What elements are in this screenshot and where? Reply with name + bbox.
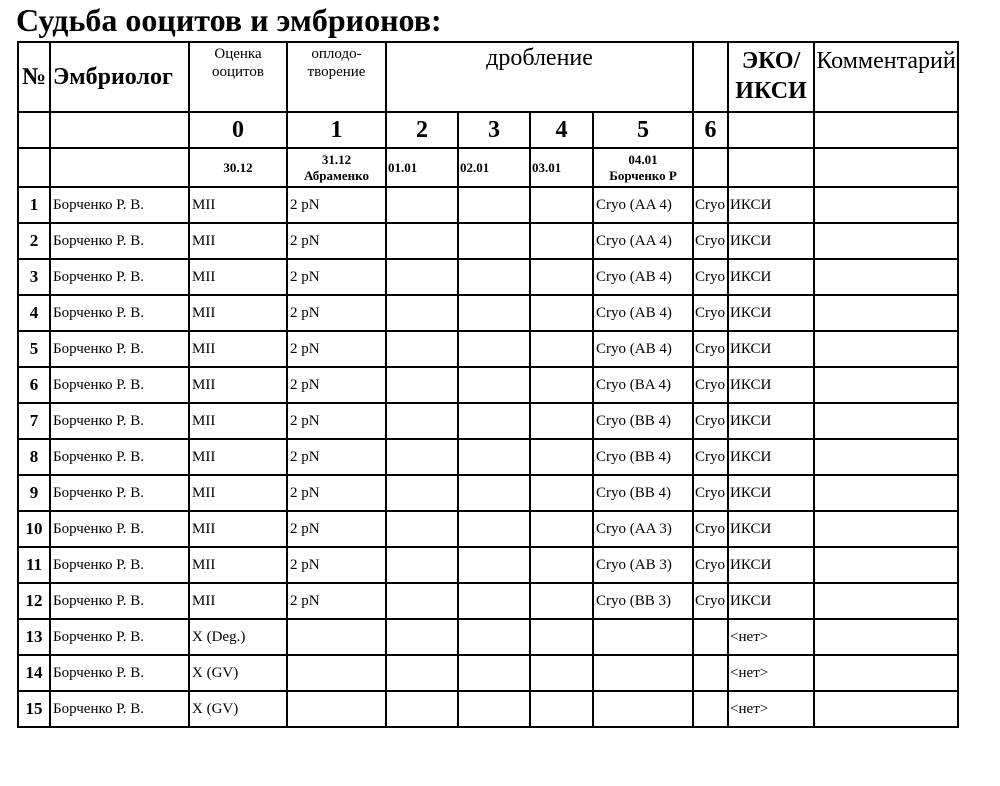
row-day3 — [458, 547, 530, 583]
row-embryologist: Борченко Р. В. — [50, 619, 189, 655]
table-row — [18, 223, 958, 259]
row-day5 — [593, 619, 693, 655]
row-comment — [814, 655, 958, 691]
header-eko-icsi — [728, 42, 814, 112]
row-day6: Cryo — [693, 439, 728, 475]
row-day6 — [693, 619, 728, 655]
table-row — [18, 583, 958, 619]
row-eko-icsi: ИКСИ — [728, 367, 814, 403]
row-day4 — [530, 583, 593, 619]
row-day4 — [530, 295, 593, 331]
row-embryologist: Борченко Р. В. — [50, 475, 189, 511]
row-number: 13 — [18, 619, 50, 655]
row-day4 — [530, 223, 593, 259]
header-embryologist: Эмбриолог — [50, 42, 189, 112]
header-fert-line1: оплодо- — [311, 46, 362, 62]
row-comment — [814, 691, 958, 727]
row-eko-icsi: ИКСИ — [728, 187, 814, 223]
row-number: 15 — [18, 691, 50, 727]
row-day4 — [530, 439, 593, 475]
row-number: 2 — [18, 223, 50, 259]
row-day5 — [593, 691, 693, 727]
row-embryologist: Борченко Р. В. — [50, 295, 189, 331]
row-day5: Cryo (AB 4) — [593, 295, 693, 331]
date-day2: 01.01 — [386, 148, 458, 187]
row-day3 — [458, 295, 530, 331]
row-day2 — [386, 331, 458, 367]
row-eko-icsi: ИКСИ — [728, 259, 814, 295]
row-oocyte-grade: MII — [189, 547, 287, 583]
row-eko-icsi: ИКСИ — [728, 223, 814, 259]
date-cell-empty — [50, 148, 189, 187]
table-row — [18, 439, 958, 475]
row-oocyte-grade: MII — [189, 367, 287, 403]
date-day4: 03.01 — [530, 148, 593, 187]
row-oocyte-grade: MII — [189, 403, 287, 439]
row-fertilization — [287, 655, 386, 691]
row-fertilization: 2 pN — [287, 367, 386, 403]
day-cell-empty — [814, 112, 958, 148]
header-comment: Комментарий — [814, 42, 958, 112]
row-day4 — [530, 331, 593, 367]
header-num: № — [18, 42, 50, 112]
date-day5-embryologist: Борченко Р — [609, 167, 677, 183]
row-number: 14 — [18, 655, 50, 691]
row-eko-icsi: ИКСИ — [728, 547, 814, 583]
row-day5: Cryo (AB 3) — [593, 547, 693, 583]
day-0: 0 — [189, 112, 287, 148]
row-eko-icsi: ИКСИ — [728, 295, 814, 331]
row-fertilization: 2 pN — [287, 403, 386, 439]
row-comment — [814, 259, 958, 295]
date-cell-empty — [728, 148, 814, 187]
row-day5: Cryo (AA 4) — [593, 223, 693, 259]
row-day6: Cryo — [693, 475, 728, 511]
day-number-row — [18, 112, 958, 148]
row-day6: Cryo — [693, 223, 728, 259]
row-fertilization: 2 pN — [287, 295, 386, 331]
row-day3 — [458, 511, 530, 547]
row-number: 4 — [18, 295, 50, 331]
table-row — [18, 259, 958, 295]
day-2: 2 — [386, 112, 458, 148]
row-comment — [814, 511, 958, 547]
date-day3: 02.01 — [458, 148, 530, 187]
day-4: 4 — [530, 112, 593, 148]
row-fertilization: 2 pN — [287, 511, 386, 547]
row-fertilization — [287, 619, 386, 655]
row-comment — [814, 367, 958, 403]
row-day2 — [386, 511, 458, 547]
row-day6: Cryo — [693, 511, 728, 547]
row-day6: Cryo — [693, 295, 728, 331]
row-day5: Cryo (AB 4) — [593, 331, 693, 367]
row-oocyte-grade: MII — [189, 331, 287, 367]
row-eko-icsi: ИКСИ — [728, 331, 814, 367]
row-embryologist: Борченко Р. В. — [50, 511, 189, 547]
row-oocyte-grade: MII — [189, 295, 287, 331]
day-3: 3 — [458, 112, 530, 148]
header-oocyte-line1: Оценка — [214, 46, 262, 62]
row-oocyte-grade: MII — [189, 439, 287, 475]
row-day5: Cryo (BB 3) — [593, 583, 693, 619]
row-fertilization: 2 pN — [287, 223, 386, 259]
row-comment — [814, 583, 958, 619]
table-row — [18, 511, 958, 547]
row-day3 — [458, 655, 530, 691]
table-row — [18, 331, 958, 367]
row-day2 — [386, 187, 458, 223]
row-day5 — [593, 655, 693, 691]
row-day5: Cryo (AB 4) — [593, 259, 693, 295]
row-day4 — [530, 259, 593, 295]
row-comment — [814, 439, 958, 475]
row-day4 — [530, 691, 593, 727]
row-day3 — [458, 475, 530, 511]
table-row — [18, 619, 958, 655]
row-day3 — [458, 187, 530, 223]
row-day6: Cryo — [693, 187, 728, 223]
row-fertilization — [287, 691, 386, 727]
row-comment — [814, 295, 958, 331]
row-day2 — [386, 295, 458, 331]
row-day3 — [458, 439, 530, 475]
row-eko-icsi: <нет> — [728, 691, 814, 727]
row-day3 — [458, 223, 530, 259]
row-embryologist: Борченко Р. В. — [50, 655, 189, 691]
row-oocyte-grade: MII — [189, 475, 287, 511]
row-day3 — [458, 367, 530, 403]
header-fertilization — [287, 42, 386, 112]
day-cell-empty — [728, 112, 814, 148]
row-comment — [814, 403, 958, 439]
row-day5: Cryo (BB 4) — [593, 475, 693, 511]
day-5: 5 — [593, 112, 693, 148]
row-day4 — [530, 475, 593, 511]
row-number: 9 — [18, 475, 50, 511]
date-day1-date: 31.12 — [321, 151, 352, 167]
row-day4 — [530, 187, 593, 223]
page-title: Судьба ооцитов и эмбрионов: — [16, 2, 442, 38]
row-day5: Cryo (AA 3) — [593, 511, 693, 547]
day-cell-empty — [50, 112, 189, 148]
row-day5: Cryo (BB 4) — [593, 439, 693, 475]
date-cell-empty — [814, 148, 958, 187]
row-eko-icsi: <нет> — [728, 655, 814, 691]
row-day2 — [386, 367, 458, 403]
date-day0: 30.12 — [189, 148, 287, 187]
row-day4 — [530, 619, 593, 655]
row-embryologist: Борченко Р. В. — [50, 403, 189, 439]
row-day6 — [693, 691, 728, 727]
date-day1 — [287, 148, 386, 187]
header-fert-line2: творение — [307, 64, 366, 80]
table-row — [18, 655, 958, 691]
row-number: 7 — [18, 403, 50, 439]
row-day2 — [386, 547, 458, 583]
row-day3 — [458, 259, 530, 295]
row-fertilization: 2 pN — [287, 331, 386, 367]
row-day2 — [386, 583, 458, 619]
embryo-fate-table — [17, 41, 959, 728]
row-number: 1 — [18, 187, 50, 223]
date-day5 — [593, 148, 693, 187]
row-day2 — [386, 655, 458, 691]
row-number: 3 — [18, 259, 50, 295]
row-day4 — [530, 655, 593, 691]
header-row — [18, 42, 958, 112]
row-day6: Cryo — [693, 367, 728, 403]
row-number: 8 — [18, 439, 50, 475]
row-day6: Cryo — [693, 331, 728, 367]
header-eko-line1: ЭКО/ — [741, 48, 801, 74]
row-day6: Cryo — [693, 547, 728, 583]
day-6: 6 — [693, 112, 728, 148]
row-comment — [814, 619, 958, 655]
row-day2 — [386, 475, 458, 511]
row-day5: Cryo (AA 4) — [593, 187, 693, 223]
row-embryologist: Борченко Р. В. — [50, 583, 189, 619]
row-comment — [814, 547, 958, 583]
table-row — [18, 475, 958, 511]
row-fertilization: 2 pN — [287, 259, 386, 295]
row-embryologist: Борченко Р. В. — [50, 187, 189, 223]
row-fertilization: 2 pN — [287, 439, 386, 475]
row-day2 — [386, 691, 458, 727]
row-day2 — [386, 223, 458, 259]
day-cell-empty — [18, 112, 50, 148]
row-eko-icsi: ИКСИ — [728, 511, 814, 547]
row-oocyte-grade: MII — [189, 511, 287, 547]
row-oocyte-grade: MII — [189, 583, 287, 619]
row-day2 — [386, 439, 458, 475]
row-embryologist: Борченко Р. В. — [50, 259, 189, 295]
row-number: 11 — [18, 547, 50, 583]
date-cell-empty — [18, 148, 50, 187]
row-number: 5 — [18, 331, 50, 367]
row-eko-icsi: ИКСИ — [728, 475, 814, 511]
row-day3 — [458, 583, 530, 619]
row-embryologist: Борченко Р. В. — [50, 439, 189, 475]
row-comment — [814, 331, 958, 367]
row-day4 — [530, 547, 593, 583]
table-row — [18, 547, 958, 583]
row-day6: Cryo — [693, 583, 728, 619]
row-day3 — [458, 691, 530, 727]
row-eko-icsi: ИКСИ — [728, 583, 814, 619]
row-day3 — [458, 403, 530, 439]
row-oocyte-grade: X (GV) — [189, 691, 287, 727]
date-day1-embryologist: Абраменко — [304, 167, 369, 183]
row-comment — [814, 223, 958, 259]
date-cell-empty — [693, 148, 728, 187]
header-oocyte-line2: ооцитов — [212, 64, 264, 80]
table-row — [18, 691, 958, 727]
row-day4 — [530, 511, 593, 547]
row-day5: Cryo (BB 4) — [593, 403, 693, 439]
row-fertilization: 2 pN — [287, 187, 386, 223]
row-oocyte-grade: X (GV) — [189, 655, 287, 691]
header-cleavage: дробление — [386, 42, 693, 112]
row-eko-icsi: ИКСИ — [728, 403, 814, 439]
row-oocyte-grade: MII — [189, 223, 287, 259]
row-oocyte-grade: MII — [189, 187, 287, 223]
row-embryologist: Борченко Р. В. — [50, 331, 189, 367]
row-fertilization: 2 pN — [287, 583, 386, 619]
row-embryologist: Борченко Р. В. — [50, 547, 189, 583]
header-oocyte-grade — [189, 42, 287, 112]
row-day4 — [530, 403, 593, 439]
row-day2 — [386, 403, 458, 439]
row-number: 10 — [18, 511, 50, 547]
table-row — [18, 295, 958, 331]
row-day6: Cryo — [693, 259, 728, 295]
row-number: 12 — [18, 583, 50, 619]
row-number: 6 — [18, 367, 50, 403]
row-day6 — [693, 655, 728, 691]
row-day6: Cryo — [693, 403, 728, 439]
row-day4 — [530, 367, 593, 403]
row-eko-icsi: ИКСИ — [728, 439, 814, 475]
header-empty — [693, 42, 728, 112]
table-row — [18, 187, 958, 223]
row-day2 — [386, 619, 458, 655]
row-embryologist: Борченко Р. В. — [50, 223, 189, 259]
date-row — [18, 148, 958, 187]
row-eko-icsi: <нет> — [728, 619, 814, 655]
row-day3 — [458, 331, 530, 367]
table-row — [18, 367, 958, 403]
row-day2 — [386, 259, 458, 295]
row-oocyte-grade: X (Deg.) — [189, 619, 287, 655]
row-fertilization: 2 pN — [287, 475, 386, 511]
row-embryologist: Борченко Р. В. — [50, 691, 189, 727]
day-1: 1 — [287, 112, 386, 148]
table-row — [18, 403, 958, 439]
row-embryologist: Борченко Р. В. — [50, 367, 189, 403]
header-eko-line2: ИКСИ — [735, 78, 807, 104]
row-oocyte-grade: MII — [189, 259, 287, 295]
row-day5: Cryo (BA 4) — [593, 367, 693, 403]
row-comment — [814, 187, 958, 223]
row-day3 — [458, 619, 530, 655]
row-comment — [814, 475, 958, 511]
date-day5-date: 04.01 — [628, 151, 658, 167]
row-fertilization: 2 pN — [287, 547, 386, 583]
